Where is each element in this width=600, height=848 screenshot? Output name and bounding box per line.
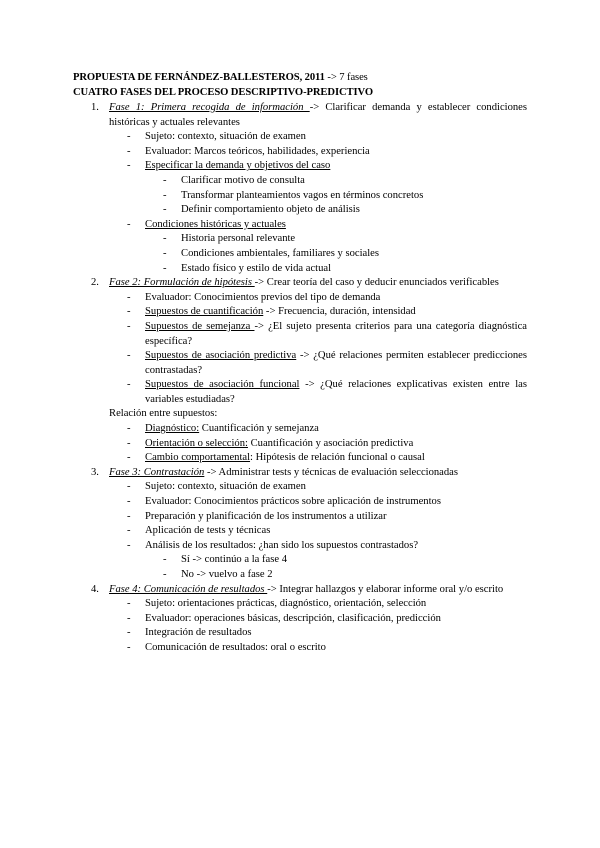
bullet-marker: - xyxy=(127,306,131,318)
bullet-marker: - xyxy=(127,481,131,493)
bullet-marker: - xyxy=(163,554,167,566)
phase-description: -> Crear teoría del caso y deducir enunciados verificables xyxy=(254,277,499,289)
list-item xyxy=(0,495,600,510)
text-segment: -> ¿Qué relaciones explicativas existen entre las variables estudiadas? xyxy=(145,379,527,405)
item-text xyxy=(145,451,600,466)
item-text: Estado físico y estilo de vida actual xyxy=(181,262,332,274)
list-item xyxy=(0,145,600,160)
item-text: Sujeto: contexto, situación de examen xyxy=(145,481,306,493)
text-segment: Supuestos de semejanza xyxy=(145,320,255,332)
bullet-marker: - xyxy=(127,131,131,143)
item-text: Condiciones ambientales, familiares y sociales xyxy=(181,247,379,259)
list-item xyxy=(0,597,600,612)
item-text: No -> vuelvo a fase 2 xyxy=(181,569,273,580)
sub-list-item xyxy=(0,189,600,204)
bullet-marker: - xyxy=(163,204,167,216)
bullet-marker: - xyxy=(127,612,131,624)
item-text: Sujeto: contexto, situación de examen xyxy=(145,131,306,143)
bullet-marker: - xyxy=(163,262,167,274)
phase-number: 4. xyxy=(91,583,99,595)
bullet-marker: - xyxy=(127,320,131,332)
phase-title: Fase 1: Primera recogida de información xyxy=(109,102,310,113)
item-text xyxy=(145,422,600,437)
bullet-marker: - xyxy=(127,641,131,653)
bullet-marker: - xyxy=(163,174,167,186)
text-segment: Cambio comportamental xyxy=(145,452,251,464)
item-text: Aplicación de tests y técnicas xyxy=(145,525,271,537)
bullet-marker: - xyxy=(163,569,167,580)
phase-number: 1. xyxy=(91,102,99,113)
sub-list-item xyxy=(0,232,600,247)
list-item xyxy=(0,320,600,349)
item-text xyxy=(109,466,527,481)
phase-title: Fase 4: Comunicación de resultados xyxy=(109,583,268,595)
item-text: Definir comportamiento objeto de análisis xyxy=(181,204,360,216)
list-item xyxy=(0,291,600,306)
item-text: Transformar planteamientos vagos en términos concretos xyxy=(181,189,424,201)
text-segment: : Hipótesis de relación funcional o causal xyxy=(250,452,425,464)
item-text xyxy=(145,437,600,452)
phase-description: -> Integrar hallazgos y elaborar informe oral y/o escrito xyxy=(267,583,504,595)
bullet-marker: - xyxy=(127,437,131,449)
list-item xyxy=(0,612,600,627)
bullet-marker: - xyxy=(127,379,131,391)
item-text xyxy=(109,276,527,291)
sub-list-item xyxy=(0,203,600,218)
text-segment: Supuestos de asociación predictiva xyxy=(145,350,297,362)
list-item xyxy=(0,451,600,466)
item-text xyxy=(145,378,527,407)
list-item xyxy=(0,480,600,495)
text-segment: Orientación o selección: xyxy=(145,437,248,449)
bullet-marker: - xyxy=(127,539,131,551)
item-text: Evaluador: Conocimientos previos del tipo de demanda xyxy=(145,291,381,303)
text-segment: -> Frecuencia, duración, intensidad xyxy=(263,306,416,318)
item-text: Sujeto: orientaciones prácticas, diagnóstico, orientación, selección xyxy=(145,598,427,610)
list-item xyxy=(0,159,600,174)
text-segment: -> ¿El sujeto presenta criterios para una categoría diagnóstica específica? xyxy=(145,320,527,347)
text-segment: Supuestos de cuantificación xyxy=(145,306,264,318)
bullet-marker: - xyxy=(127,525,131,537)
list-item xyxy=(0,305,600,320)
bullet-marker: - xyxy=(163,247,167,259)
item-text: Sí -> continúo a la fase 4 xyxy=(181,554,287,566)
text-segment: Supuestos de asociación funcional xyxy=(145,379,300,391)
list-item xyxy=(0,349,600,378)
item-text xyxy=(109,101,527,130)
bullet-marker: - xyxy=(127,218,131,230)
item-text: Preparación y planificación de los instrumentos a utilizar xyxy=(145,510,387,522)
bullet-marker: - xyxy=(127,496,131,508)
list-item xyxy=(0,130,600,145)
bullet-marker: - xyxy=(127,350,131,362)
sub-list-item xyxy=(0,553,600,568)
sub-list-item xyxy=(0,262,600,277)
phase-item xyxy=(0,583,600,598)
text-segment: -> ¿Qué relaciones permiten establecer predicciones contrastadas? xyxy=(145,350,527,376)
item-text: Evaluador: operaciones básicas, descripción, clasificación, predicción xyxy=(145,612,441,624)
document-title xyxy=(73,72,368,83)
title-suffix: -> 7 fases xyxy=(324,72,368,83)
item-text xyxy=(145,349,527,378)
outline xyxy=(0,101,600,656)
bullet-marker: - xyxy=(163,189,167,201)
list-item xyxy=(0,378,600,407)
phase-number: 2. xyxy=(91,277,99,289)
list-item xyxy=(0,626,600,641)
bullet-marker: - xyxy=(127,627,131,639)
list-item xyxy=(0,422,600,437)
relation-label: Relación entre supuestos: xyxy=(109,408,218,420)
item-text: Comunicación de resultados: oral o escrito xyxy=(145,641,326,653)
sub-list-item xyxy=(0,174,600,189)
item-text xyxy=(109,583,527,598)
list-item xyxy=(0,641,600,656)
phase-item xyxy=(0,101,600,130)
bullet-marker: - xyxy=(127,452,131,464)
list-item xyxy=(0,437,600,452)
list-item xyxy=(0,218,600,233)
list-item xyxy=(0,524,600,539)
item-text xyxy=(145,305,600,320)
item-text: Análisis de los resultados: ¿han sido los supuestos contrastados? xyxy=(145,539,419,551)
phase-description: -> Clarificar demanda y establecer condiciones históricas y actuales relevantes xyxy=(109,102,528,128)
bullet-marker: - xyxy=(127,291,131,303)
document-subtitle: CUATRO FASES DEL PROCESO DESCRIPTIVO-PREDICTIVO xyxy=(73,87,373,98)
sub-list-item xyxy=(0,568,600,583)
list-item xyxy=(0,539,600,554)
item-text: Evaluador: Marcos teóricos, habilidades, experiencia xyxy=(145,145,370,157)
bullet-marker: - xyxy=(127,145,131,157)
text-segment: Cuantificación y asociación predictiva xyxy=(247,437,414,449)
item-text xyxy=(145,320,527,349)
phase-item xyxy=(0,466,600,481)
item-text: Historia personal relevante xyxy=(181,233,296,245)
bullet-marker: - xyxy=(127,160,131,172)
phase-number: 3. xyxy=(91,466,99,478)
title-bold: PROPUESTA DE FERNÁNDEZ-BALLESTEROS, 2011 xyxy=(73,72,325,83)
item-text: Condiciones históricas y actuales xyxy=(145,218,286,230)
bullet-marker: - xyxy=(163,233,167,245)
item-text: Evaluador: Conocimientos prácticos sobre aplicación de instrumentos xyxy=(145,496,441,508)
item-text: Clarificar motivo de consulta xyxy=(181,174,305,186)
phase-title: Fase 3: Contrastación xyxy=(109,466,205,478)
bullet-marker: - xyxy=(127,423,131,435)
list-item xyxy=(0,510,600,525)
item-text: Integración de resultados xyxy=(145,627,252,639)
text-segment: Cuantificación y semejanza xyxy=(199,423,319,435)
sub-list-item xyxy=(0,247,600,262)
bullet-marker: - xyxy=(127,510,131,522)
phase-item xyxy=(0,276,600,291)
phase-title: Fase 2: Formulación de hipótesis xyxy=(109,277,255,289)
text-segment: Diagnóstico: xyxy=(145,423,200,435)
item-text: Especificar la demanda y objetivos del caso xyxy=(145,160,331,172)
bullet-marker: - xyxy=(127,598,131,610)
phase-description: -> Administrar tests y técnicas de evaluación seleccionadas xyxy=(204,466,459,478)
